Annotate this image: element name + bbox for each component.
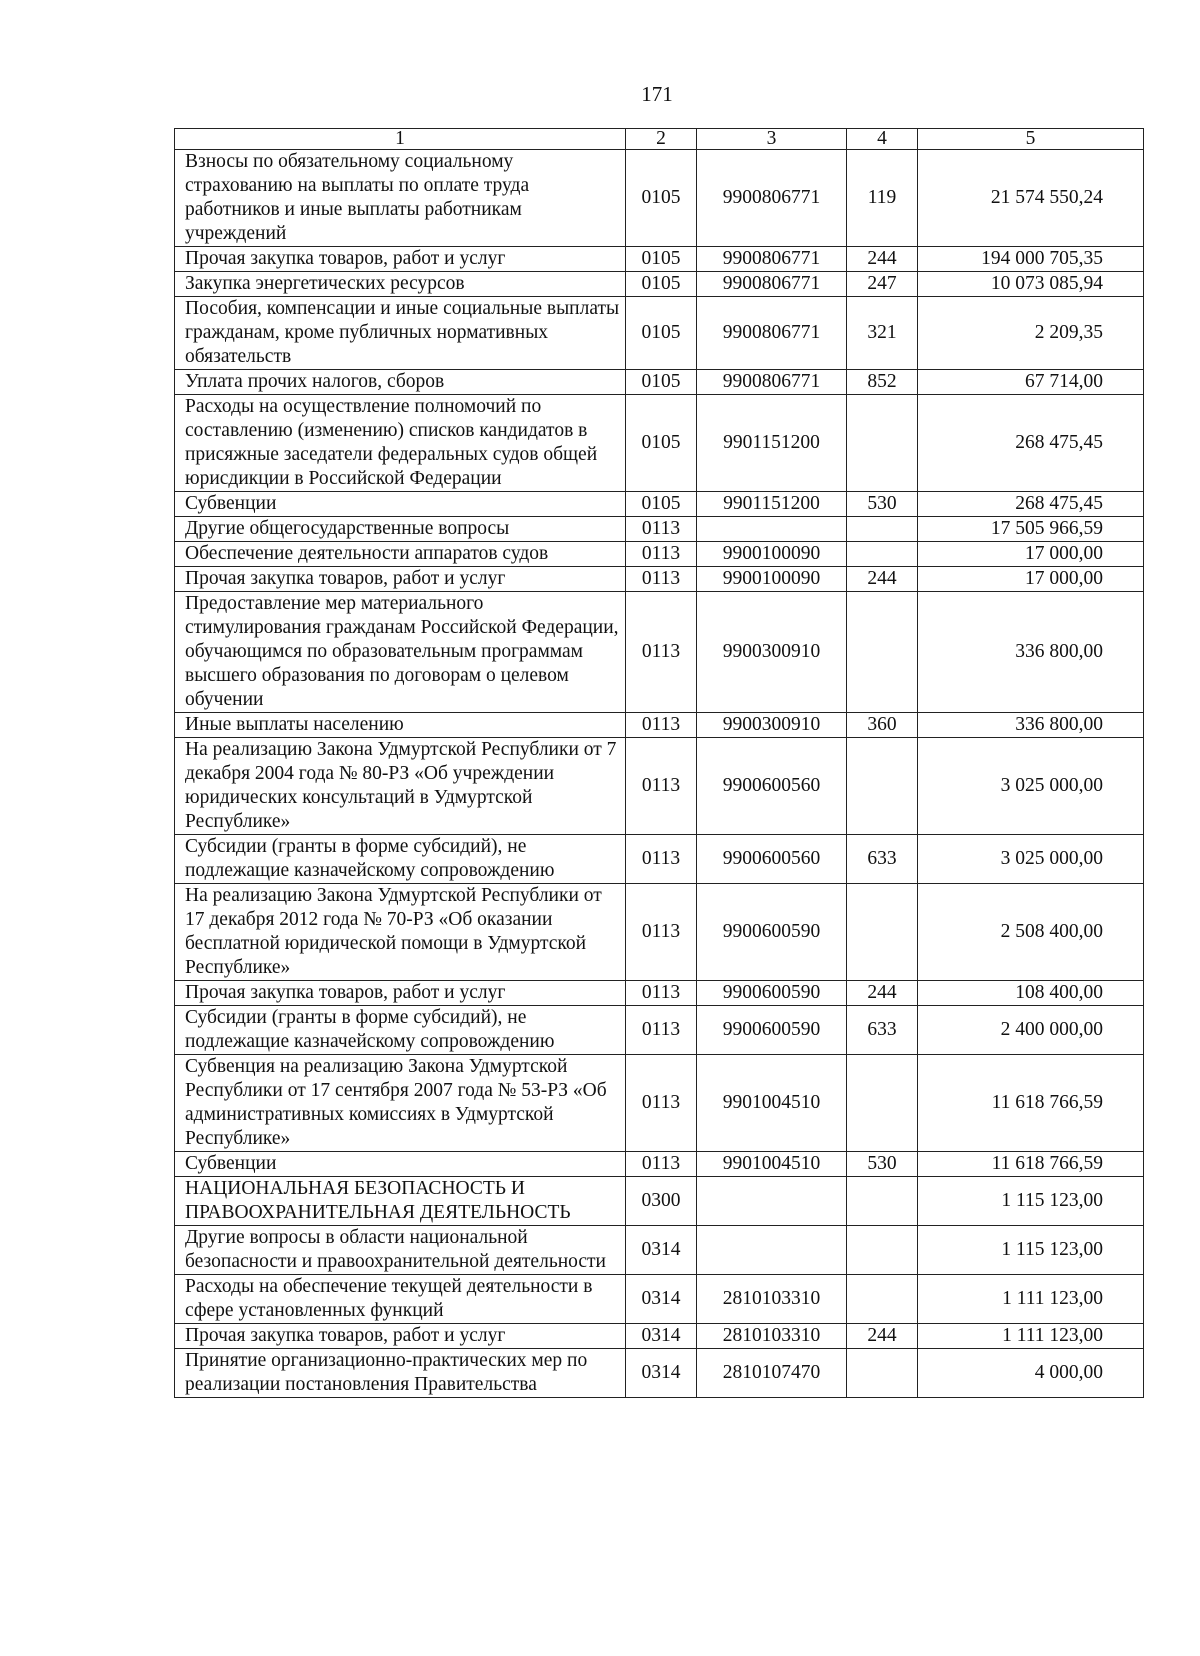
row-amount-cell: 67 714,00 <box>918 370 1144 395</box>
table-row <box>175 738 1144 835</box>
row-expense-type-cell: 360 <box>847 713 918 738</box>
row-target-article-cell: 9901151200 <box>697 395 847 492</box>
table-row <box>175 1275 1144 1324</box>
row-name-cell: Обеспечение деятельности аппаратов судов <box>175 542 626 567</box>
row-target-article-cell: 2810103310 <box>697 1275 847 1324</box>
row-target-article-cell: 9900300910 <box>697 592 847 713</box>
row-section-code-cell: 0314 <box>626 1226 697 1275</box>
row-name-cell: Уплата прочих налогов, сборов <box>175 370 626 395</box>
row-name-cell: Субвенции <box>175 1152 626 1177</box>
row-amount-cell: 2 400 000,00 <box>918 1006 1144 1055</box>
row-name-cell: Прочая закупка товаров, работ и услуг <box>175 247 626 272</box>
row-name-cell: Расходы на осуществление полномочий по составлению (изменению) списков кандидатов в присяжные заседатели федеральных судов общей юрисдикции в Российской Федерации <box>175 395 626 492</box>
row-expense-type-cell: 244 <box>847 247 918 272</box>
row-name-cell: Другие общегосударственные вопросы <box>175 517 626 542</box>
row-section-code-cell: 0105 <box>626 370 697 395</box>
row-expense-type-cell <box>847 738 918 835</box>
row-expense-type-cell <box>847 542 918 567</box>
page-number: 171 <box>641 82 673 106</box>
row-target-article-cell: 9900600590 <box>697 1006 847 1055</box>
row-expense-type-cell <box>847 1226 918 1275</box>
row-target-article-cell: 9900100090 <box>697 567 847 592</box>
row-target-article-cell: 9900806771 <box>697 150 847 247</box>
row-target-article-cell: 9900600560 <box>697 835 847 884</box>
row-target-article-cell: 9900600590 <box>697 884 847 981</box>
row-amount-cell: 17 000,00 <box>918 567 1144 592</box>
row-target-article-cell: 9900600590 <box>697 981 847 1006</box>
row-name-cell: Принятие организационно-практических мер по реализации постановления Правительства <box>175 1349 626 1398</box>
row-expense-type-cell <box>847 592 918 713</box>
table-row <box>175 1177 1144 1226</box>
row-amount-cell: 108 400,00 <box>918 981 1144 1006</box>
row-section-code-cell: 0113 <box>626 884 697 981</box>
table-row <box>175 1055 1144 1152</box>
row-expense-type-cell: 244 <box>847 981 918 1006</box>
row-amount-cell: 11 618 766,59 <box>918 1055 1144 1152</box>
table-row <box>175 1349 1144 1398</box>
row-section-code-cell: 0300 <box>626 1177 697 1226</box>
row-name-cell: На реализацию Закона Удмуртской Республики от 7 декабря 2004 года № 80-РЗ «Об учреждении юридических консультаций в Удмуртской Республике» <box>175 738 626 835</box>
row-section-code-cell: 0113 <box>626 567 697 592</box>
row-amount-cell: 2 209,35 <box>918 297 1144 370</box>
header-col-1: 1 <box>175 129 626 150</box>
row-target-article-cell: 9900300910 <box>697 713 847 738</box>
budget-table <box>174 128 1144 1398</box>
header-col-3: 3 <box>697 129 847 150</box>
row-section-code-cell: 0105 <box>626 272 697 297</box>
row-amount-cell: 1 111 123,00 <box>918 1275 1144 1324</box>
row-target-article-cell: 9901004510 <box>697 1055 847 1152</box>
row-expense-type-cell: 633 <box>847 835 918 884</box>
row-target-article-cell <box>697 1226 847 1275</box>
row-section-code-cell: 0105 <box>626 297 697 370</box>
row-section-code-cell: 0105 <box>626 247 697 272</box>
row-amount-cell: 3 025 000,00 <box>918 835 1144 884</box>
row-section-code-cell: 0113 <box>626 542 697 567</box>
table-row <box>175 1152 1144 1177</box>
row-section-code-cell: 0113 <box>626 835 697 884</box>
table-row <box>175 567 1144 592</box>
table-row <box>175 1006 1144 1055</box>
row-amount-cell: 268 475,45 <box>918 492 1144 517</box>
row-amount-cell: 2 508 400,00 <box>918 884 1144 981</box>
table-row <box>175 592 1144 713</box>
row-target-article-cell <box>697 517 847 542</box>
row-section-code-cell: 0113 <box>626 1152 697 1177</box>
row-expense-type-cell <box>847 395 918 492</box>
row-target-article-cell: 9900806771 <box>697 272 847 297</box>
row-target-article-cell: 9900600560 <box>697 738 847 835</box>
row-target-article-cell: 9900806771 <box>697 247 847 272</box>
row-section-code-cell: 0113 <box>626 592 697 713</box>
row-name-cell: Прочая закупка товаров, работ и услуг <box>175 981 626 1006</box>
row-expense-type-cell: 633 <box>847 1006 918 1055</box>
row-name-cell: Пособия, компенсации и иные социальные выплаты гражданам, кроме публичных нормативных обязательств <box>175 297 626 370</box>
row-target-article-cell: 9901151200 <box>697 492 847 517</box>
table-row <box>175 542 1144 567</box>
row-expense-type-cell <box>847 517 918 542</box>
row-expense-type-cell: 530 <box>847 1152 918 1177</box>
row-name-cell: На реализацию Закона Удмуртской Республики от 17 декабря 2012 года № 70-РЗ «Об оказании бесплатной юридической помощи в Удмуртской Республике» <box>175 884 626 981</box>
row-expense-type-cell <box>847 1055 918 1152</box>
table-header-row <box>175 129 1144 150</box>
row-name-cell: Расходы на обеспечение текущей деятельности в сфере установленных функций <box>175 1275 626 1324</box>
table-row <box>175 150 1144 247</box>
table-row <box>175 981 1144 1006</box>
row-target-article-cell: 9900806771 <box>697 370 847 395</box>
row-expense-type-cell: 119 <box>847 150 918 247</box>
row-expense-type-cell <box>847 1177 918 1226</box>
row-target-article-cell: 9901004510 <box>697 1152 847 1177</box>
table-row <box>175 517 1144 542</box>
row-expense-type-cell: 530 <box>847 492 918 517</box>
row-expense-type-cell: 852 <box>847 370 918 395</box>
row-name-cell: Предоставление мер материального стимулирования гражданам Российской Федерации, обучающимся по образовательным программам высшего образования по договорам о целевом обучении <box>175 592 626 713</box>
row-section-code-cell: 0113 <box>626 713 697 738</box>
header-col-2: 2 <box>626 129 697 150</box>
row-expense-type-cell: 321 <box>847 297 918 370</box>
row-amount-cell: 3 025 000,00 <box>918 738 1144 835</box>
table-row <box>175 713 1144 738</box>
row-name-cell: Прочая закупка товаров, работ и услуг <box>175 567 626 592</box>
table-row <box>175 1226 1144 1275</box>
row-section-code-cell: 0113 <box>626 738 697 835</box>
row-expense-type-cell: 244 <box>847 567 918 592</box>
row-section-code-cell: 0113 <box>626 981 697 1006</box>
row-target-article-cell <box>697 1177 847 1226</box>
row-amount-cell: 194 000 705,35 <box>918 247 1144 272</box>
table-row <box>175 395 1144 492</box>
table-row <box>175 835 1144 884</box>
row-expense-type-cell <box>847 884 918 981</box>
row-name-cell: НАЦИОНАЛЬНАЯ БЕЗОПАСНОСТЬ И ПРАВООХРАНИТЕЛЬНАЯ ДЕЯТЕЛЬНОСТЬ <box>175 1177 626 1226</box>
row-amount-cell: 1 115 123,00 <box>918 1226 1144 1275</box>
row-name-cell: Прочая закупка товаров, работ и услуг <box>175 1324 626 1349</box>
row-amount-cell: 336 800,00 <box>918 592 1144 713</box>
row-expense-type-cell: 244 <box>847 1324 918 1349</box>
row-target-article-cell: 2810103310 <box>697 1324 847 1349</box>
row-expense-type-cell <box>847 1349 918 1398</box>
row-amount-cell: 21 574 550,24 <box>918 150 1144 247</box>
row-section-code-cell: 0314 <box>626 1324 697 1349</box>
row-name-cell: Иные выплаты населению <box>175 713 626 738</box>
row-name-cell: Субсидии (гранты в форме субсидий), не подлежащие казначейскому сопровождению <box>175 835 626 884</box>
table-row <box>175 297 1144 370</box>
row-amount-cell: 17 505 966,59 <box>918 517 1144 542</box>
table-row <box>175 272 1144 297</box>
row-section-code-cell: 0314 <box>626 1275 697 1324</box>
row-target-article-cell: 9900806771 <box>697 297 847 370</box>
row-amount-cell: 4 000,00 <box>918 1349 1144 1398</box>
row-expense-type-cell <box>847 1275 918 1324</box>
row-amount-cell: 336 800,00 <box>918 713 1144 738</box>
row-section-code-cell: 0113 <box>626 1006 697 1055</box>
row-amount-cell: 1 115 123,00 <box>918 1177 1144 1226</box>
row-section-code-cell: 0314 <box>626 1349 697 1398</box>
header-col-5: 5 <box>918 129 1144 150</box>
row-section-code-cell: 0105 <box>626 395 697 492</box>
row-amount-cell: 11 618 766,59 <box>918 1152 1144 1177</box>
row-target-article-cell: 2810107470 <box>697 1349 847 1398</box>
row-section-code-cell: 0113 <box>626 1055 697 1152</box>
row-name-cell: Субвенция на реализацию Закона Удмуртской Республики от 17 сентября 2007 года № 53-РЗ «Об административных комиссиях в Удмуртской Республике» <box>175 1055 626 1152</box>
row-expense-type-cell: 247 <box>847 272 918 297</box>
row-name-cell: Субвенции <box>175 492 626 517</box>
header-col-4: 4 <box>847 129 918 150</box>
table-row <box>175 247 1144 272</box>
row-name-cell: Закупка энергетических ресурсов <box>175 272 626 297</box>
row-section-code-cell: 0105 <box>626 492 697 517</box>
row-name-cell: Взносы по обязательному социальному страхованию на выплаты по оплате труда работников и иные выплаты работникам учреждений <box>175 150 626 247</box>
row-amount-cell: 1 111 123,00 <box>918 1324 1144 1349</box>
table-row <box>175 370 1144 395</box>
row-amount-cell: 10 073 085,94 <box>918 272 1144 297</box>
row-target-article-cell: 9900100090 <box>697 542 847 567</box>
table-row <box>175 884 1144 981</box>
table-row <box>175 492 1144 517</box>
row-name-cell: Субсидии (гранты в форме субсидий), не подлежащие казначейскому сопровождению <box>175 1006 626 1055</box>
row-section-code-cell: 0113 <box>626 517 697 542</box>
row-amount-cell: 17 000,00 <box>918 542 1144 567</box>
row-section-code-cell: 0105 <box>626 150 697 247</box>
table-row <box>175 1324 1144 1349</box>
row-name-cell: Другие вопросы в области национальной безопасности и правоохранительной деятельности <box>175 1226 626 1275</box>
row-amount-cell: 268 475,45 <box>918 395 1144 492</box>
